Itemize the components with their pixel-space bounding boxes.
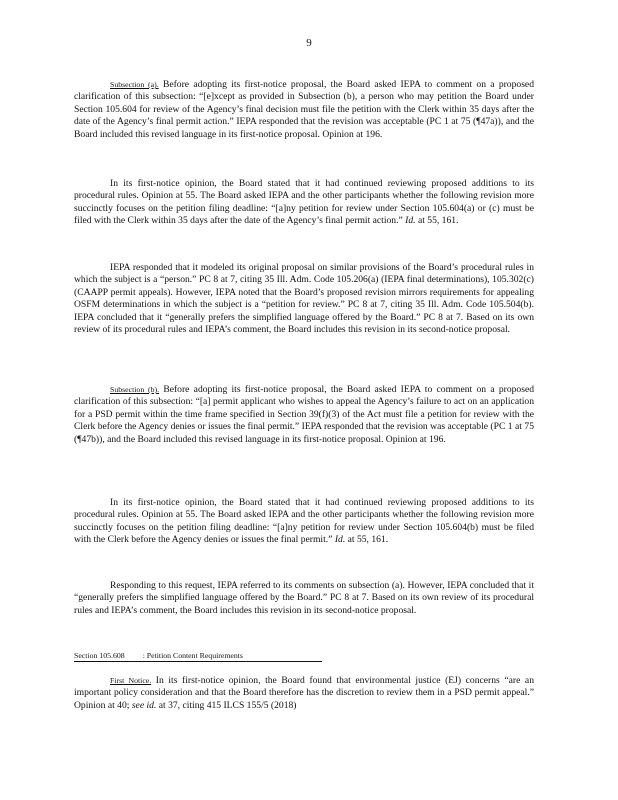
paragraph-text: Responding to this request, IEPA referred to its comments on subsection (a). However, IEPA concluded that it “generally prefers the simplified language offered by the Board.” PC 8 at 7. Based on its own review of its procedural rules and IEPA’s comment, the Board includes this revision in its second-notice proposal. — [74, 580, 534, 616]
section-number: Section 105.608 — [74, 651, 125, 660]
paragraph-subsection-b — [74, 384, 534, 446]
paragraph-text: In its first-notice opinion, the Board found that environmental justice (EJ) concerns “are an important policy consideration and that the Board therefore has the discretion to review them in a PSD permit appeal.” Opinion at 40; — [74, 675, 534, 711]
paragraph-first-notice-opinion-a — [74, 178, 534, 228]
subsection-b-text: Before adopting its first-notice proposal, the Board asked IEPA to comment on a proposed clarification of this subsection: “[a] permit applicant who wishes to appeal the Agency’s failure to act on an application for a PSD permit within the time frame specified in Section 39(f)(3) of the Act must file a petition for review with the Clerk before the Agency denies or issues the final permit.” IEPA responded that the revision was acceptable (PC 1 at 75 (¶47b)), and the Board included this revised language in its first-notice proposal. Opinion at 196. — [74, 384, 534, 445]
paragraph-iepa-response — [74, 262, 534, 336]
paragraph-iepa-referral — [74, 580, 534, 617]
citation-tail: at 55, 161. — [345, 534, 389, 546]
paragraph-first-notice-opinion-b — [74, 497, 534, 547]
paragraph-first-notice — [74, 675, 534, 712]
subsection-a-text: Before adopting its first-notice proposal, the Board asked IEPA to comment on a proposed clarification of this subsection: “[e]xcept as provided in Subsection (b), a person who may petition the Board under Section 105.604 for review of the Agency’s final decision must file the petition with the Clerk within 35 days after the date of the Agency’s final permit action.” IEPA responded that the revision was acceptable (PC 1 at 75 (¶47a)), and the Board included this revised language in its first-notice proposal. Opinion at 196. — [74, 79, 534, 140]
citation: Id. — [405, 215, 416, 227]
citation: see id. — [131, 699, 157, 711]
citation-tail: at 37, citing 415 ILCS 155/5 (2018) — [156, 699, 297, 711]
section-title: : Petition Content Requirements — [142, 651, 243, 660]
citation: Id. — [334, 534, 346, 546]
paragraph-subsection-a — [74, 79, 534, 141]
subsection-b-heading: Subsection (b). — [110, 385, 160, 394]
page-number: 9 — [306, 37, 312, 49]
paragraph-text: IEPA responded that it modeled its original proposal on similar provisions of the Board’s procedural rules in which the subject is a “person.” PC 8 at 7, citing 35 Ill. Adm. Code 105.206(a) (IEPA final determinations), 105.302(c) (CAAPP permit appeals). However, IEPA noted that the Board’s proposed revision mirrors requirements for appealing OSFM determinations in which the subject is a “petition for review.” PC 8 at 7, citing 35 Ill. Adm. Code 105.504(b). IEPA concluded that it “generally prefers the simplified language offered by the Board.” PC 8 at 7. Based on its own review of its procedural rules and IEPA’s comment, the Board includes this revision in its second-notice proposal. — [74, 262, 534, 336]
section-heading — [74, 651, 322, 662]
paragraph-text: In its first-notice opinion, the Board stated that it had continued reviewing proposed additions to its procedural rules. Opinion at 55. The Board asked IEPA and the other participants whether the following revision more succinctly focuses on the petition filing deadline: “[a]ny petition for review under Section 105.604(a) or (c) must be filed with the Clerk within 35 days after the date of the Agency’s final permit action.” — [74, 178, 534, 227]
first-notice-heading: First Notice. — [110, 676, 152, 685]
subsection-a-heading: Subsection (a). — [110, 80, 159, 89]
citation-tail: at 55, 161. — [415, 215, 459, 227]
paragraph-text: In its first-notice opinion, the Board stated that it had continued reviewing proposed additions to its procedural rules. Opinion at 55. The Board asked IEPA and the other participants whether the following revision more succinctly focuses on the petition filing deadline: “[a]ny petition for review under Section 105.604(b) must be filed with the Clerk before the Agency denies or issues the final permit.” — [74, 497, 534, 546]
